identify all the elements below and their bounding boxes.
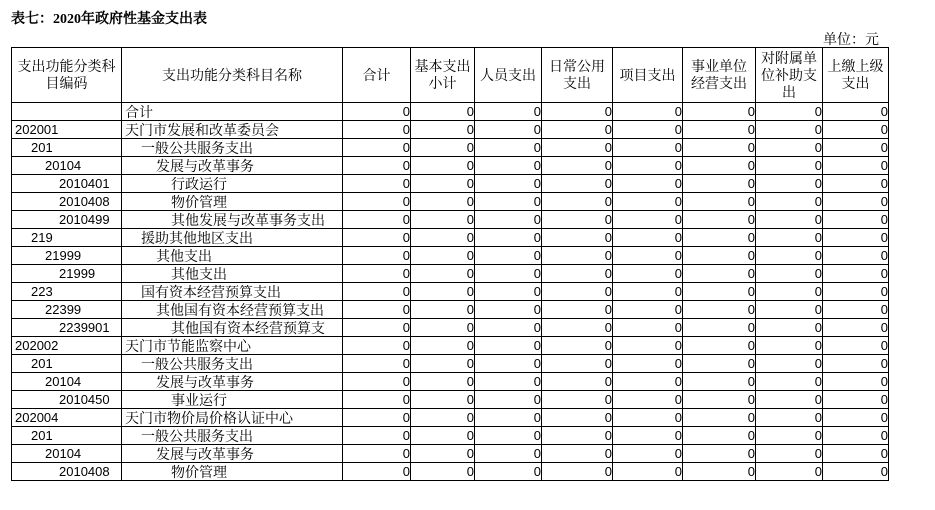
value-business-operation: 0 [683, 463, 756, 481]
header-name [122, 48, 343, 103]
table-row [12, 301, 889, 319]
row-code: 21999 [12, 247, 122, 265]
table-row [12, 391, 889, 409]
row-name: 国有资本经营预算支出 [122, 283, 343, 301]
row-name: 天门市物价局价格认证中心 [122, 409, 343, 427]
header-personnel [475, 48, 542, 103]
row-code: 2239901 [12, 319, 122, 337]
value-basic-subtotal: 0 [411, 337, 475, 355]
value-project: 0 [613, 103, 683, 121]
value-remit-superior: 0 [823, 211, 889, 229]
value-total: 0 [343, 445, 411, 463]
value-business-operation: 0 [683, 427, 756, 445]
value-total: 0 [343, 247, 411, 265]
value-basic-subtotal: 0 [411, 211, 475, 229]
value-basic-subtotal: 0 [411, 445, 475, 463]
value-project: 0 [613, 283, 683, 301]
value-personnel: 0 [475, 121, 542, 139]
value-project: 0 [613, 301, 683, 319]
value-total: 0 [343, 265, 411, 283]
value-total: 0 [343, 211, 411, 229]
value-daily-public: 0 [542, 175, 613, 193]
value-subsidy-affiliated: 0 [756, 139, 823, 157]
header-code [12, 48, 122, 103]
value-personnel: 0 [475, 445, 542, 463]
table-row [12, 175, 889, 193]
value-basic-subtotal: 0 [411, 247, 475, 265]
value-personnel: 0 [475, 103, 542, 121]
value-project: 0 [613, 355, 683, 373]
table-row [12, 157, 889, 175]
value-project: 0 [613, 175, 683, 193]
row-name: 援助其他地区支出 [122, 229, 343, 247]
value-business-operation: 0 [683, 175, 756, 193]
header-text-line: 支出功能分类科 [17, 58, 116, 74]
header-basic-subtotal [411, 48, 475, 103]
value-personnel: 0 [475, 409, 542, 427]
row-name: 其他发展与改革事务支出 [122, 211, 343, 229]
table-row [12, 211, 889, 229]
table-header-row [12, 48, 889, 103]
value-project: 0 [613, 409, 683, 427]
value-subsidy-affiliated: 0 [756, 337, 823, 355]
value-daily-public: 0 [542, 373, 613, 391]
header-text-line: 出 [782, 83, 796, 100]
table-row [12, 409, 889, 427]
value-business-operation: 0 [683, 157, 756, 175]
header-daily-public [542, 48, 613, 103]
value-total: 0 [343, 319, 411, 337]
value-business-operation: 0 [683, 283, 756, 301]
row-code: 20104 [12, 373, 122, 391]
value-daily-public: 0 [542, 355, 613, 373]
value-remit-superior: 0 [823, 283, 889, 301]
value-subsidy-affiliated: 0 [756, 121, 823, 139]
value-basic-subtotal: 0 [411, 409, 475, 427]
table-row [12, 103, 889, 121]
value-remit-superior: 0 [823, 463, 889, 481]
row-code: 2010408 [12, 463, 122, 481]
header-text-line: 日常公用 [549, 58, 605, 74]
row-code: 22399 [12, 301, 122, 319]
value-remit-superior: 0 [823, 355, 889, 373]
table-row [12, 427, 889, 445]
value-subsidy-affiliated: 0 [756, 103, 823, 121]
row-name: 天门市节能监察中心 [122, 337, 343, 355]
value-business-operation: 0 [683, 211, 756, 229]
value-personnel: 0 [475, 427, 542, 445]
value-remit-superior: 0 [823, 121, 889, 139]
row-name: 合计 [122, 103, 343, 121]
value-remit-superior: 0 [823, 301, 889, 319]
unit-label: 单位：元 [823, 31, 879, 47]
value-remit-superior: 0 [823, 193, 889, 211]
value-project: 0 [613, 463, 683, 481]
value-personnel: 0 [475, 265, 542, 283]
row-name: 一般公共服务支出 [122, 355, 343, 373]
value-basic-subtotal: 0 [411, 373, 475, 391]
table-row [12, 193, 889, 211]
row-code: 201 [12, 427, 122, 445]
value-business-operation: 0 [683, 247, 756, 265]
value-total: 0 [343, 229, 411, 247]
value-remit-superior: 0 [823, 175, 889, 193]
table-row [12, 139, 889, 157]
row-name: 物价管理 [122, 463, 343, 481]
value-remit-superior: 0 [823, 265, 889, 283]
row-code: 20104 [12, 445, 122, 463]
value-project: 0 [613, 319, 683, 337]
value-basic-subtotal: 0 [411, 301, 475, 319]
value-subsidy-affiliated: 0 [756, 355, 823, 373]
value-project: 0 [613, 121, 683, 139]
value-personnel: 0 [475, 247, 542, 265]
value-business-operation: 0 [683, 193, 756, 211]
value-total: 0 [343, 409, 411, 427]
value-personnel: 0 [475, 139, 542, 157]
row-code: 202001 [12, 121, 122, 139]
value-basic-subtotal: 0 [411, 229, 475, 247]
value-subsidy-affiliated: 0 [756, 463, 823, 481]
value-daily-public: 0 [542, 409, 613, 427]
value-subsidy-affiliated: 0 [756, 319, 823, 337]
value-business-operation: 0 [683, 229, 756, 247]
value-daily-public: 0 [542, 391, 613, 409]
value-business-operation: 0 [683, 391, 756, 409]
table-row [12, 337, 889, 355]
value-personnel: 0 [475, 319, 542, 337]
value-total: 0 [343, 139, 411, 157]
expenditure-table [11, 47, 889, 481]
value-daily-public: 0 [542, 229, 613, 247]
value-daily-public: 0 [542, 193, 613, 211]
value-subsidy-affiliated: 0 [756, 229, 823, 247]
value-basic-subtotal: 0 [411, 391, 475, 409]
header-text-line: 支出功能分类科目名称 [162, 66, 302, 83]
table-row [12, 445, 889, 463]
header-total [343, 48, 411, 103]
header-text-line: 事业单位 [691, 58, 747, 74]
row-name: 事业运行 [122, 391, 343, 409]
value-project: 0 [613, 139, 683, 157]
value-personnel: 0 [475, 211, 542, 229]
table-row [12, 121, 889, 139]
header-text-line: 项目支出 [619, 66, 676, 83]
value-remit-superior: 0 [823, 157, 889, 175]
value-subsidy-affiliated: 0 [756, 265, 823, 283]
row-name: 发展与改革事务 [122, 157, 343, 175]
row-code: 2010450 [12, 391, 122, 409]
value-subsidy-affiliated: 0 [756, 247, 823, 265]
row-code: 201 [12, 355, 122, 373]
value-total: 0 [343, 157, 411, 175]
value-total: 0 [343, 391, 411, 409]
value-total: 0 [343, 355, 411, 373]
value-daily-public: 0 [542, 463, 613, 481]
header-subsidy-affiliated [756, 48, 823, 103]
value-business-operation: 0 [683, 121, 756, 139]
value-daily-public: 0 [542, 265, 613, 283]
value-business-operation: 0 [683, 445, 756, 463]
row-name: 其他国有资本经营预算支出 [122, 301, 343, 319]
value-remit-superior: 0 [823, 319, 889, 337]
value-daily-public: 0 [542, 427, 613, 445]
value-project: 0 [613, 193, 683, 211]
row-name: 一般公共服务支出 [122, 139, 343, 157]
value-daily-public: 0 [542, 157, 613, 175]
header-text-line: 目编码 [45, 75, 88, 91]
value-total: 0 [343, 337, 411, 355]
value-project: 0 [613, 265, 683, 283]
value-business-operation: 0 [683, 265, 756, 283]
row-code: 2010401 [12, 175, 122, 193]
value-personnel: 0 [475, 355, 542, 373]
value-total: 0 [343, 103, 411, 121]
value-personnel: 0 [475, 229, 542, 247]
value-basic-subtotal: 0 [411, 355, 475, 373]
value-daily-public: 0 [542, 211, 613, 229]
value-project: 0 [613, 391, 683, 409]
page-title: 表七：2020年政府性基金支出表 [11, 12, 207, 27]
table-row [12, 229, 889, 247]
value-personnel: 0 [475, 391, 542, 409]
table-row [12, 373, 889, 391]
value-subsidy-affiliated: 0 [756, 211, 823, 229]
value-subsidy-affiliated: 0 [756, 283, 823, 301]
value-project: 0 [613, 373, 683, 391]
row-code: 202004 [12, 409, 122, 427]
header-text-line: 小计 [428, 75, 457, 91]
value-project: 0 [613, 229, 683, 247]
value-daily-public: 0 [542, 283, 613, 301]
value-project: 0 [613, 337, 683, 355]
value-basic-subtotal: 0 [411, 103, 475, 121]
header-text-line: 支出 [563, 75, 591, 91]
header-text-line: 经营支出 [691, 75, 747, 91]
value-remit-superior: 0 [823, 391, 889, 409]
value-basic-subtotal: 0 [411, 319, 475, 337]
row-code: 202002 [12, 337, 122, 355]
value-daily-public: 0 [542, 103, 613, 121]
value-basic-subtotal: 0 [411, 463, 475, 481]
row-name: 发展与改革事务 [122, 445, 343, 463]
table-row [12, 265, 889, 283]
value-daily-public: 0 [542, 139, 613, 157]
value-project: 0 [613, 157, 683, 175]
value-personnel: 0 [475, 193, 542, 211]
value-business-operation: 0 [683, 103, 756, 121]
header-text-line: 位补助支 [761, 66, 817, 83]
value-subsidy-affiliated: 0 [756, 409, 823, 427]
header-text-line: 人员支出 [480, 66, 536, 83]
header-text-line: 基本支出 [414, 58, 471, 74]
row-code [12, 103, 122, 121]
header-remit-superior [823, 48, 889, 103]
value-remit-superior: 0 [823, 229, 889, 247]
row-code: 201 [12, 139, 122, 157]
header-text-line: 对附属单 [761, 49, 817, 66]
value-personnel: 0 [475, 337, 542, 355]
value-project: 0 [613, 445, 683, 463]
value-total: 0 [343, 427, 411, 445]
value-subsidy-affiliated: 0 [756, 175, 823, 193]
value-basic-subtotal: 0 [411, 139, 475, 157]
value-personnel: 0 [475, 301, 542, 319]
value-basic-subtotal: 0 [411, 175, 475, 193]
header-text-line: 合计 [362, 66, 391, 83]
table-row [12, 355, 889, 373]
table-body [12, 103, 889, 481]
value-basic-subtotal: 0 [411, 193, 475, 211]
row-code: 2010408 [12, 193, 122, 211]
row-name: 其他支出 [122, 247, 343, 265]
row-name: 天门市发展和改革委员会 [122, 121, 343, 139]
value-subsidy-affiliated: 0 [756, 391, 823, 409]
value-total: 0 [343, 301, 411, 319]
row-name: 行政运行 [122, 175, 343, 193]
value-basic-subtotal: 0 [411, 157, 475, 175]
value-business-operation: 0 [683, 319, 756, 337]
row-code: 223 [12, 283, 122, 301]
value-project: 0 [613, 427, 683, 445]
header-text-line: 上缴上级 [827, 58, 884, 74]
value-remit-superior: 0 [823, 409, 889, 427]
value-daily-public: 0 [542, 301, 613, 319]
value-personnel: 0 [475, 463, 542, 481]
row-name: 其他支出 [122, 265, 343, 283]
value-daily-public: 0 [542, 319, 613, 337]
value-business-operation: 0 [683, 301, 756, 319]
value-daily-public: 0 [542, 121, 613, 139]
value-remit-superior: 0 [823, 337, 889, 355]
value-business-operation: 0 [683, 337, 756, 355]
value-basic-subtotal: 0 [411, 283, 475, 301]
value-remit-superior: 0 [823, 139, 889, 157]
value-total: 0 [343, 463, 411, 481]
header-business-operation [683, 48, 756, 103]
value-basic-subtotal: 0 [411, 121, 475, 139]
value-total: 0 [343, 175, 411, 193]
value-business-operation: 0 [683, 355, 756, 373]
table-row [12, 463, 889, 481]
value-subsidy-affiliated: 0 [756, 301, 823, 319]
value-project: 0 [613, 211, 683, 229]
table-row [12, 319, 889, 337]
header-text-line: 支出 [841, 75, 870, 91]
row-code: 219 [12, 229, 122, 247]
value-total: 0 [343, 193, 411, 211]
value-remit-superior: 0 [823, 247, 889, 265]
row-name: 一般公共服务支出 [122, 427, 343, 445]
value-remit-superior: 0 [823, 103, 889, 121]
value-daily-public: 0 [542, 445, 613, 463]
value-daily-public: 0 [542, 247, 613, 265]
row-name: 发展与改革事务 [122, 373, 343, 391]
row-code: 20104 [12, 157, 122, 175]
value-total: 0 [343, 283, 411, 301]
value-total: 0 [343, 121, 411, 139]
header-project [613, 48, 683, 103]
value-basic-subtotal: 0 [411, 427, 475, 445]
value-project: 0 [613, 247, 683, 265]
value-business-operation: 0 [683, 139, 756, 157]
value-subsidy-affiliated: 0 [756, 193, 823, 211]
row-name: 物价管理 [122, 193, 343, 211]
value-total: 0 [343, 373, 411, 391]
value-basic-subtotal: 0 [411, 265, 475, 283]
value-subsidy-affiliated: 0 [756, 373, 823, 391]
value-subsidy-affiliated: 0 [756, 427, 823, 445]
row-code: 2010499 [12, 211, 122, 229]
value-subsidy-affiliated: 0 [756, 445, 823, 463]
value-daily-public: 0 [542, 337, 613, 355]
value-subsidy-affiliated: 0 [756, 157, 823, 175]
row-name: 其他国有资本经营预算支 [122, 319, 343, 337]
value-business-operation: 0 [683, 373, 756, 391]
value-personnel: 0 [475, 175, 542, 193]
table-row [12, 247, 889, 265]
value-personnel: 0 [475, 373, 542, 391]
value-remit-superior: 0 [823, 373, 889, 391]
value-remit-superior: 0 [823, 427, 889, 445]
value-business-operation: 0 [683, 409, 756, 427]
row-code: 21999 [12, 265, 122, 283]
value-remit-superior: 0 [823, 445, 889, 463]
value-personnel: 0 [475, 157, 542, 175]
table-row [12, 283, 889, 301]
value-personnel: 0 [475, 283, 542, 301]
